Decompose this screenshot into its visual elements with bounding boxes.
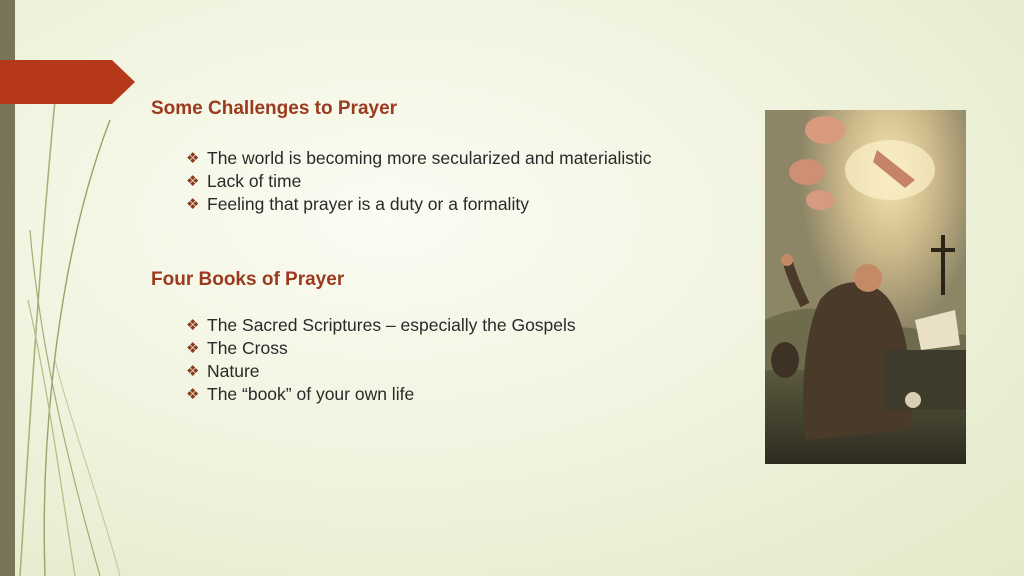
list-item: [186, 314, 576, 337]
list-item: [186, 170, 652, 193]
list-item-text: Lack of time: [207, 171, 302, 191]
list-item: [186, 337, 576, 360]
list-item-text: The world is becoming more secularized and materialistic: [207, 148, 652, 168]
list-item-text: Feeling that prayer is a duty or a formality: [207, 194, 529, 214]
section-heading-books: Four Books of Prayer: [151, 269, 345, 290]
challenges-list: [186, 147, 652, 216]
diamond-cluster-icon: ❖: [186, 195, 200, 213]
list-item: [186, 147, 652, 170]
diamond-cluster-icon: ❖: [186, 149, 200, 167]
accent-arrow-banner: [0, 60, 135, 104]
list-item-text: Nature: [207, 361, 260, 381]
list-item: [186, 383, 576, 406]
diamond-cluster-icon: ❖: [186, 172, 200, 190]
painting-saint-praying-icon: [765, 110, 966, 464]
list-item-text: The Cross: [207, 338, 288, 358]
list-item-text: The “book” of your own life: [207, 384, 415, 404]
diamond-cluster-icon: ❖: [186, 339, 200, 357]
diamond-cluster-icon: ❖: [186, 316, 200, 334]
diamond-cluster-icon: ❖: [186, 362, 200, 380]
section-heading-challenges: Some Challenges to Prayer: [151, 98, 398, 119]
books-list: [186, 314, 576, 406]
diamond-cluster-icon: ❖: [186, 385, 200, 403]
list-item: [186, 193, 652, 216]
list-item: [186, 360, 576, 383]
list-item-text: The Sacred Scriptures – especially the Gospels: [207, 315, 576, 335]
